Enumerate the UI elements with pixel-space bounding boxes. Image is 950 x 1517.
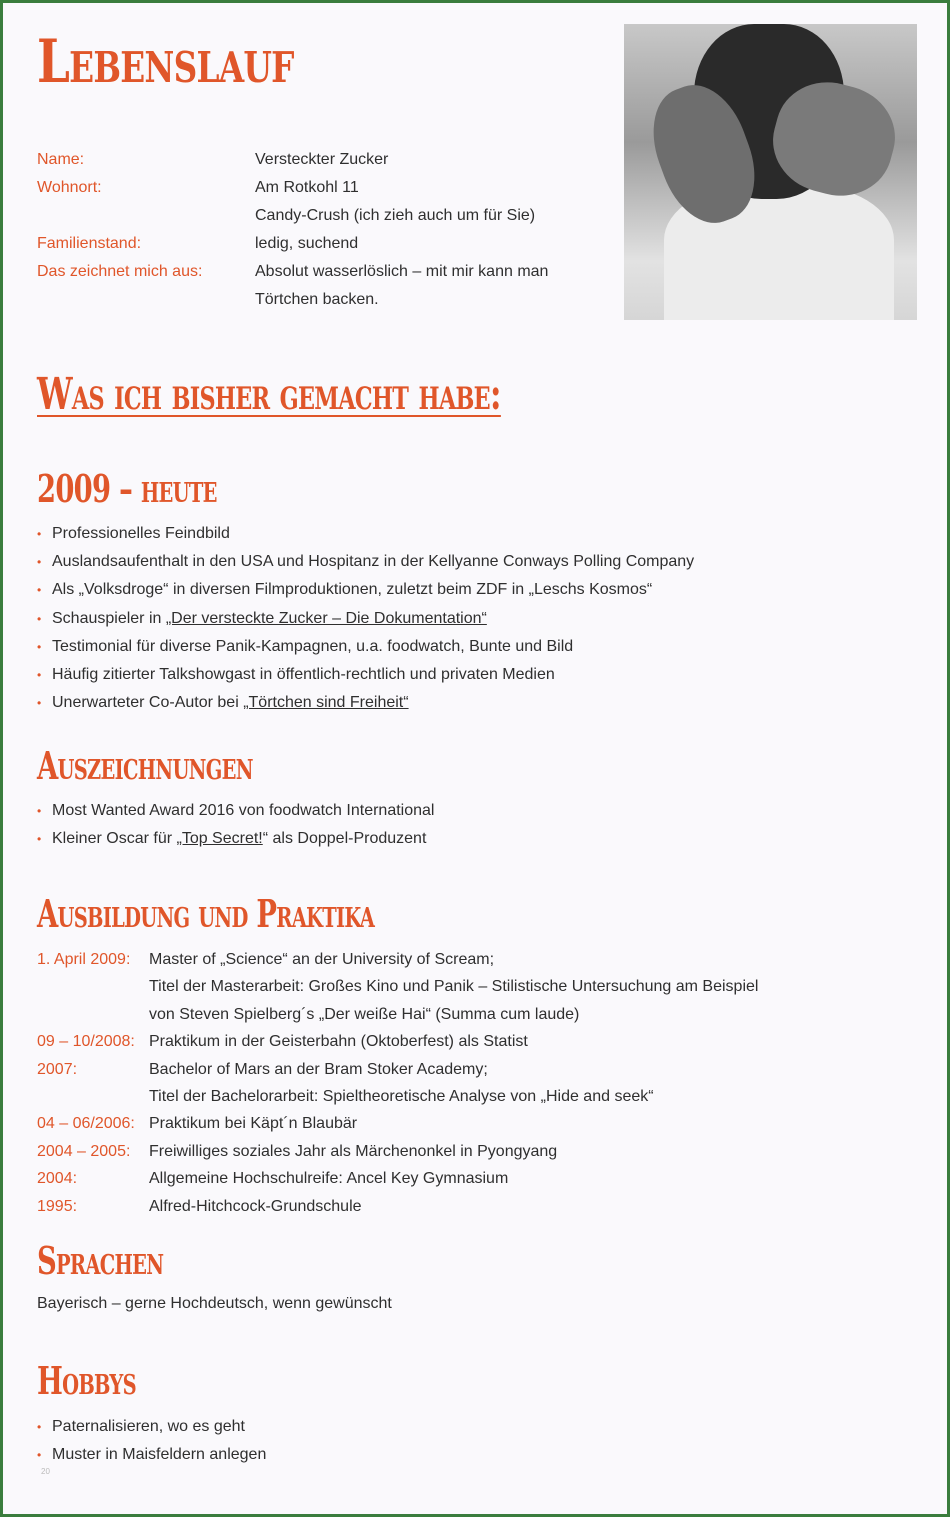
info-label: Wohnort: xyxy=(37,179,102,196)
list-item: • Paternalisieren, wo es geht xyxy=(37,1418,245,1435)
info-label: Das zeichnet mich aus: xyxy=(37,263,203,280)
languages-text: Bayerisch – gerne Hochdeutsch, wenn gewünscht xyxy=(37,1295,392,1312)
education-list xyxy=(37,946,758,1220)
list-item: • Testimonial für diverse Panik-Kampagnen, u.a. foodwatch, Bunte und Bild xyxy=(37,637,574,655)
awards-heading: Auszeichnungen xyxy=(37,743,253,788)
list-item: • Als „Volksdroge“ in diversen Filmproduktionen, zuletzt beim ZDF in „Leschs Kosmos“ xyxy=(37,581,653,599)
page-number: 20 xyxy=(41,1467,50,1476)
list-item: • Unerwarteter Co-Autor bei „Törtchen sind Freiheit“ xyxy=(37,694,409,712)
list-item: • Kleiner Oscar für „Top Secret!“ als Doppel-Produzent xyxy=(37,830,427,848)
hobbies-heading: Hobbys xyxy=(37,1358,136,1403)
book-link[interactable]: „Törtchen sind Freiheit“ xyxy=(243,694,409,712)
info-value: Absolut wasserlöslich – mit mir kann man xyxy=(255,263,549,280)
info-value: ledig, suchend xyxy=(255,235,359,252)
education-row: Titel der Masterarbeit: Großes Kino und Panik – Stilistische Untersuchung am Beispiel xyxy=(149,978,759,996)
education-row: 09 – 10/2008: Praktikum in der Geisterbahn (Oktoberfest) als Statist xyxy=(37,1033,528,1051)
documentary-link[interactable]: „Der versteckte Zucker – Die Dokumentation“ xyxy=(165,609,487,627)
info-row xyxy=(37,174,548,202)
profile-photo xyxy=(624,24,917,320)
hobbies-list xyxy=(37,1413,266,1469)
info-label: Name: xyxy=(37,151,85,168)
list-item: • Häufig zitierter Talkshowgast in öffentlich-rechtlich und privaten Medien xyxy=(37,665,555,683)
info-label: Familienstand: xyxy=(37,235,142,252)
education-row: 04 – 06/2006: Praktikum bei Käpt´n Blaubär xyxy=(37,1115,358,1133)
education-row: 2007: Bachelor of Mars an der Bram Stoker Academy; xyxy=(37,1060,488,1078)
info-value: Am Rotkohl 11 xyxy=(255,179,359,196)
info-row xyxy=(37,202,548,230)
list-item: • Professionelles Feindbild xyxy=(37,525,230,542)
education-heading: Ausbildung und Praktika xyxy=(37,891,375,936)
page-title: Lebenslauf xyxy=(37,27,294,97)
info-row xyxy=(37,286,548,314)
education-row: 2004 – 2005: Freiwilliges soziales Jahr als Märchenonkel in Pyongyang xyxy=(37,1142,558,1160)
info-value: Versteckter Zucker xyxy=(255,151,389,168)
cv-page xyxy=(3,3,947,1514)
info-row xyxy=(37,146,548,174)
languages-heading: Sprachen xyxy=(37,1238,164,1283)
info-value: Törtchen backen. xyxy=(255,291,379,308)
education-row: 1. April 2009: Master of „Science“ an der University of Scream; xyxy=(37,951,495,968)
education-row: 2004: Allgemeine Hochschulreife: Ancel Key Gymnasium xyxy=(37,1170,509,1188)
personal-info xyxy=(37,146,548,314)
top-secret-link[interactable]: „Top Secret! xyxy=(176,830,263,848)
list-item: • Auslandsaufenthalt in den USA und Hospitanz in der Kellyanne Conways Polling Company xyxy=(37,553,695,571)
info-value: Candy-Crush (ich zieh auch um für Sie) xyxy=(255,207,536,224)
education-row: von Steven Spielberg´s „Der weiße Hai“ (Summa cum laude) xyxy=(149,1005,580,1023)
history-heading: Was ich bisher gemacht habe: xyxy=(37,369,501,420)
info-row xyxy=(37,258,548,286)
list-item: • Most Wanted Award 2016 von foodwatch International xyxy=(37,802,435,819)
education-row: Titel der Bachelorarbeit: Spieltheoretische Analyse von „Hide and seek“ xyxy=(149,1087,654,1105)
education-row: 1995: Alfred-Hitchcock-Grundschule xyxy=(37,1197,362,1215)
period-heading: 2009 – heute xyxy=(37,466,217,511)
awards-list xyxy=(37,797,434,853)
info-label xyxy=(37,286,255,314)
info-label xyxy=(37,202,255,230)
list-item: • Muster in Maisfeldern anlegen xyxy=(37,1446,267,1464)
info-row xyxy=(37,230,548,258)
list-item: • Schauspieler in „Der versteckte Zucker – Die Dokumentation“ xyxy=(37,609,487,627)
history-list xyxy=(37,520,694,717)
